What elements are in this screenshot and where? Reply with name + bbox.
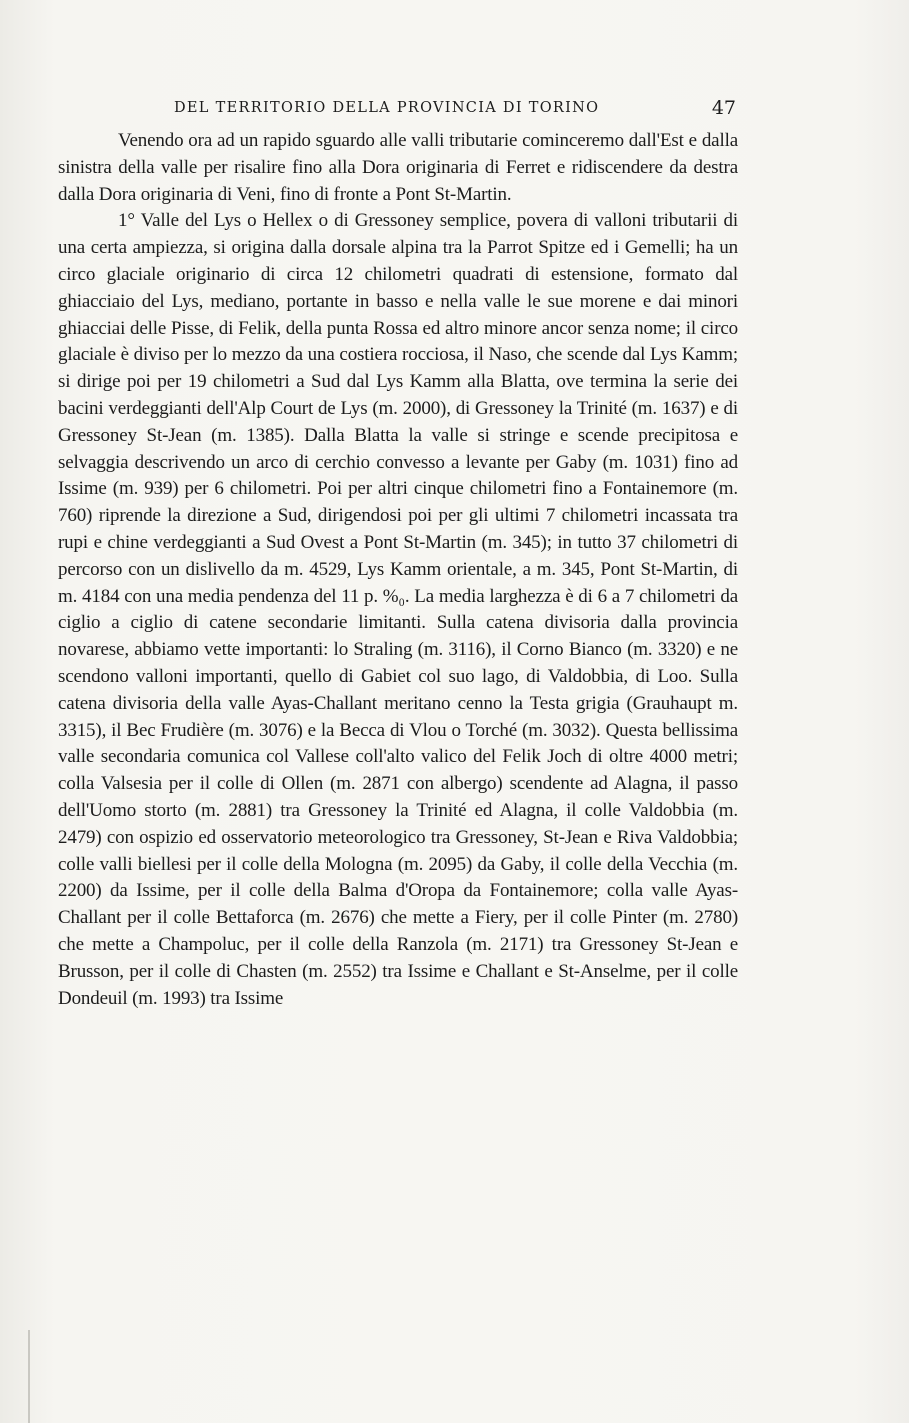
margin-line [28,1330,30,1423]
page-number: 47 [711,97,736,119]
page-header [58,97,738,124]
paragraph-2: 1° Valle del Lys o Hellex o di Gressoney semplice, povera di valloni tributarii di una certa ampiezza, si origina dalla dorsale alpina tra la Parrot Spitze ed i Gemelli; ha un circo glaciale originario di circa 12 chilometri quadrati di estensione, formato dal ghiacciaio del Lys, mediano, portante in basso e nella valle le sue morene e dai minori ghiacciai delle Pisse, di Felik, della punta Rossa ed altro minore ancor senza nome; il circo glaciale è diviso per lo mezzo da una costiera rocciosa, il Naso, che scende dal Lys Kamm; si dirige poi per 19 chilometri a Sud dal Lys Kamm alla Blatta, ove termina la serie dei bacini verdeggianti dell'Alp Court de Lys (m. 2000), di Gressoney la Trinité (m. 1637) e di Gressoney St-Jean (m. 1385). Dalla Blatta la valle si stringe e scende precipitosa e selvaggia descrivendo un arco di cerchio convesso a levante per Gaby (m. 1031) fino ad Issime (m. 939) per 6 chilometri. Poi per altri cinque chilometri fino a Fontainemore (m. 760) riprende la direzione a Sud, dirigendosi poi per gli ultimi 7 chilometri incassata tra rupi e chine verdeggianti a Sud Ovest a Pont St-Martin (m. 345); in tutto 37 chilometri di percorso con un dislivello da m. 4529, Lys Kamm orientale, a m. 345, Pont St-Martin, di m. 4184 con una media pendenza del 11 p. %₀. La media larghezza è di 6 a 7 chilometri da ciglio a ciglio di catene secondarie limitanti. Sulla catena divisoria dalla provincia novarese, abbiamo vette importanti: lo Straling (m. 3116), il Corno Bianco (m. 3320) e ne scendono valloni importanti, quello di Gabiet col suo lago, di Valdobbia, di Loo. Sulla catena divisoria della valle Ayas-Challant meritano cenno la Testa grigia (Grauhaupt m. 3315), il Bec Frudière (m. 3076) e la Becca di Vlou o Torché (m. 3032). Questa bellissima valle secondaria comunica col Vallese coll'alto valico del Felik Joch di oltre 4000 metri; colla Valsesia per il colle di Ollen (m. 2871 con albergo) scendente ad Alagna, il passo dell'Uomo storto (m. 2881) tra Gressoney la Trinité ed Alagna, il colle Valdobbia (m. 2479) con ospizio ed osservatorio meteorologico tra Gressoney, St-Jean e Riva Valdobbia; colle valli biellesi per il colle della Mologna (m. 2095) da Gaby, il colle della Vecchia (m. 2200) da Issime, per il colle della Balma d'Oropa da Fontainemore; colla valle Ayas-Challant per il colle Bettaforca (m. 2676) che mette a Fiery, per il colle Pinter (m. 2780) che mette a Champoluc, per il colle della Ranzola (m. 2171) tra Gressoney St-Jean e Brusson, per il colle di Chasten (m. 2552) tra Issime e Challant e St-Anselme, per il colle Dondeuil (m. 1993) tra Issime [58,210,738,1009]
body-text [58,128,738,1012]
paragraph-1: Venendo ora ad un rapido sguardo alle valli tributarie cominceremo dall'Est e dalla sinistra della valle per risalire fino alla Dora originaria di Ferret e ridiscendere da destra dalla Dora originaria di Veni, fino di fronte a Pont St-Martin. [58,130,738,205]
running-head: DEL TERRITORIO DELLA PROVINCIA DI TORINO [174,100,600,116]
